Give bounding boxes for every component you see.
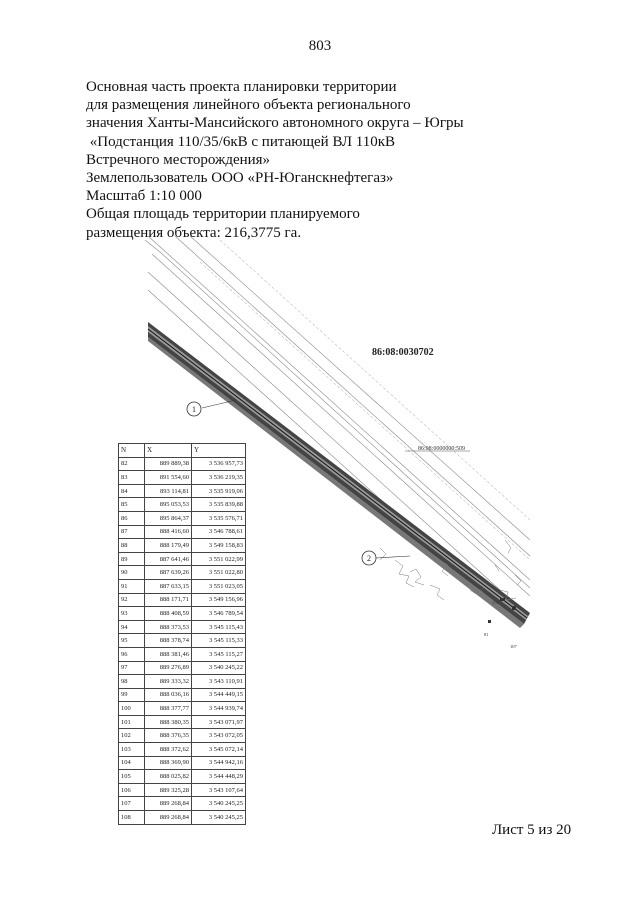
header-line: Землепользователь ООО «РН-Юганскнефтегаз» bbox=[86, 170, 394, 187]
callout-label: 1 bbox=[192, 405, 196, 414]
table-cell: 108 bbox=[119, 811, 145, 825]
table-cell: 99 bbox=[119, 688, 145, 702]
table-cell: 3 540 245,25 bbox=[192, 797, 246, 811]
point-label: 178 bbox=[492, 600, 499, 605]
table-cell: 888 373,53 bbox=[145, 620, 192, 634]
table-cell: 888 378,74 bbox=[145, 634, 192, 648]
table-cell: 100 bbox=[119, 702, 145, 716]
scale-line: Масштаб 1:10 000 bbox=[86, 188, 202, 205]
table-cell: 888 171,71 bbox=[145, 593, 192, 607]
header-line: Основная часть проекта планировки территории bbox=[86, 79, 397, 95]
table-row bbox=[119, 729, 246, 743]
table-cell: 888 376,35 bbox=[145, 729, 192, 743]
header-line: для размещения линейного объекта регионального bbox=[86, 97, 411, 114]
table-cell: 3 544 942,16 bbox=[192, 756, 246, 770]
table-cell: 888 380,35 bbox=[145, 715, 192, 729]
table-cell: 3 543 071,97 bbox=[192, 715, 246, 729]
table-row bbox=[119, 471, 246, 485]
table-cell: 103 bbox=[119, 743, 145, 757]
area-line: размещения объекта: 216,3775 га. bbox=[86, 224, 302, 241]
table-cell: 3 543 107,64 bbox=[192, 783, 246, 797]
table-row bbox=[119, 620, 246, 634]
table-row bbox=[119, 539, 246, 553]
point-label: 107 bbox=[510, 644, 517, 649]
table-cell: 101 bbox=[119, 715, 145, 729]
table-cell: 895 053,53 bbox=[145, 498, 192, 512]
table-row bbox=[119, 743, 246, 757]
table-cell: 895 864,37 bbox=[145, 511, 192, 525]
table-cell: 3 546 789,54 bbox=[192, 607, 246, 621]
table-cell: 85 bbox=[119, 498, 145, 512]
column-header: X bbox=[145, 444, 192, 458]
table-cell: 3 543 072,05 bbox=[192, 729, 246, 743]
table-cell: 106 bbox=[119, 783, 145, 797]
table-cell: 3 544 448,29 bbox=[192, 770, 246, 784]
table-cell: 889 268,84 bbox=[145, 797, 192, 811]
table-cell: 888 372,62 bbox=[145, 743, 192, 757]
table-cell: 107 bbox=[119, 797, 145, 811]
table-row bbox=[119, 634, 246, 648]
table-cell: 888 416,60 bbox=[145, 525, 192, 539]
table-cell: 94 bbox=[119, 620, 145, 634]
table-cell: 3 549 156,96 bbox=[192, 593, 246, 607]
callout-label: 2 bbox=[367, 554, 371, 563]
table-row bbox=[119, 675, 246, 689]
table-row bbox=[119, 702, 246, 716]
table-row bbox=[119, 498, 246, 512]
table-cell: 891 554,60 bbox=[145, 471, 192, 485]
table-cell: 3 545 115,43 bbox=[192, 620, 246, 634]
table-cell: 86 bbox=[119, 511, 145, 525]
table-row bbox=[119, 525, 246, 539]
table-cell: 889 276,89 bbox=[145, 661, 192, 675]
table-cell: 3 536 219,35 bbox=[192, 471, 246, 485]
table-cell: 888 179,49 bbox=[145, 539, 192, 553]
table-cell: 888 408,59 bbox=[145, 607, 192, 621]
table-row bbox=[119, 770, 246, 784]
table-cell: 889 333,32 bbox=[145, 675, 192, 689]
table-cell: 889 268,84 bbox=[145, 811, 192, 825]
table-cell: 3 551 022,99 bbox=[192, 552, 246, 566]
table-cell: 82 bbox=[119, 457, 145, 471]
table-cell: 3 544 939,74 bbox=[192, 702, 246, 716]
table-cell: 90 bbox=[119, 566, 145, 580]
table-cell: 3 544 449,15 bbox=[192, 688, 246, 702]
table-row bbox=[119, 566, 246, 580]
table-row bbox=[119, 756, 246, 770]
table-cell: 888 369,90 bbox=[145, 756, 192, 770]
sheet-number: Лист 5 из 20 bbox=[492, 822, 572, 838]
table-body bbox=[119, 457, 246, 824]
table-row bbox=[119, 811, 246, 825]
table-cell: 97 bbox=[119, 661, 145, 675]
column-header: Y bbox=[192, 444, 246, 458]
table-cell: 887 641,46 bbox=[145, 552, 192, 566]
header-line: «Подстанция 110/35/6кВ с питающей ВЛ 110кВ bbox=[86, 133, 396, 150]
table-cell: 3 540 245,22 bbox=[192, 661, 246, 675]
table-cell: 888 377,77 bbox=[145, 702, 192, 716]
table-cell: 3 535 576,71 bbox=[192, 511, 246, 525]
table-row bbox=[119, 797, 246, 811]
table-cell: 92 bbox=[119, 593, 145, 607]
table-row bbox=[119, 661, 246, 675]
table-cell: 888 036,16 bbox=[145, 688, 192, 702]
point-label: 81 bbox=[484, 632, 489, 637]
table-row bbox=[119, 715, 246, 729]
table-cell: 887 633,15 bbox=[145, 579, 192, 593]
table-cell: 888 381,46 bbox=[145, 647, 192, 661]
table-cell: 3 545 115,27 bbox=[192, 647, 246, 661]
header-line: значения Ханты-Мансийского автономного округа – Югры bbox=[86, 115, 464, 132]
table-row bbox=[119, 579, 246, 593]
table-cell: 889 325,28 bbox=[145, 783, 192, 797]
table-row bbox=[119, 688, 246, 702]
cadastral-block-label: 86:08:0030702 bbox=[372, 347, 434, 358]
table-row bbox=[119, 607, 246, 621]
table-cell: 87 bbox=[119, 525, 145, 539]
table-cell: 3 545 115,33 bbox=[192, 634, 246, 648]
table-cell: 3 551 023,05 bbox=[192, 579, 246, 593]
table-cell: 89 bbox=[119, 552, 145, 566]
column-header: N bbox=[119, 444, 145, 458]
table-cell: 104 bbox=[119, 756, 145, 770]
table-cell: 888 025,82 bbox=[145, 770, 192, 784]
table-cell: 3 549 158,83 bbox=[192, 539, 246, 553]
page-number: 803 bbox=[308, 38, 332, 54]
table-cell: 95 bbox=[119, 634, 145, 648]
table-cell: 102 bbox=[119, 729, 145, 743]
table-cell: 893 114,81 bbox=[145, 484, 192, 498]
table-cell: 83 bbox=[119, 471, 145, 485]
table-cell: 3 551 022,80 bbox=[192, 566, 246, 580]
table-cell: 3 543 110,91 bbox=[192, 675, 246, 689]
table-cell: 3 536 957,73 bbox=[192, 457, 246, 471]
table-header-row bbox=[119, 444, 246, 458]
table-row bbox=[119, 783, 246, 797]
table-cell: 887 639,26 bbox=[145, 566, 192, 580]
table-cell: 98 bbox=[119, 675, 145, 689]
table-row bbox=[119, 593, 246, 607]
cadastral-parcel-label: 86:08:0000000:509 bbox=[418, 446, 466, 452]
table-cell: 3 545 072,14 bbox=[192, 743, 246, 757]
table-cell: 889 889,38 bbox=[145, 457, 192, 471]
table-row bbox=[119, 484, 246, 498]
table-cell: 96 bbox=[119, 647, 145, 661]
table-cell: 105 bbox=[119, 770, 145, 784]
table-cell: 91 bbox=[119, 579, 145, 593]
table-cell: 3 535 839,88 bbox=[192, 498, 246, 512]
table-cell: 3 546 788,61 bbox=[192, 525, 246, 539]
table-row bbox=[119, 647, 246, 661]
table-row bbox=[119, 552, 246, 566]
table-row bbox=[119, 511, 246, 525]
header-line: Общая площадь территории планируемого bbox=[86, 206, 360, 223]
table-cell: 84 bbox=[119, 484, 145, 498]
table-cell: 88 bbox=[119, 539, 145, 553]
coordinates-table bbox=[118, 443, 246, 825]
header-line: Встречного месторождения» bbox=[86, 151, 271, 168]
table-cell: 3 540 245,25 bbox=[192, 811, 246, 825]
table-cell: 3 535 919,06 bbox=[192, 484, 246, 498]
callout-2 bbox=[362, 551, 410, 565]
table-row bbox=[119, 457, 246, 471]
table-cell: 93 bbox=[119, 607, 145, 621]
